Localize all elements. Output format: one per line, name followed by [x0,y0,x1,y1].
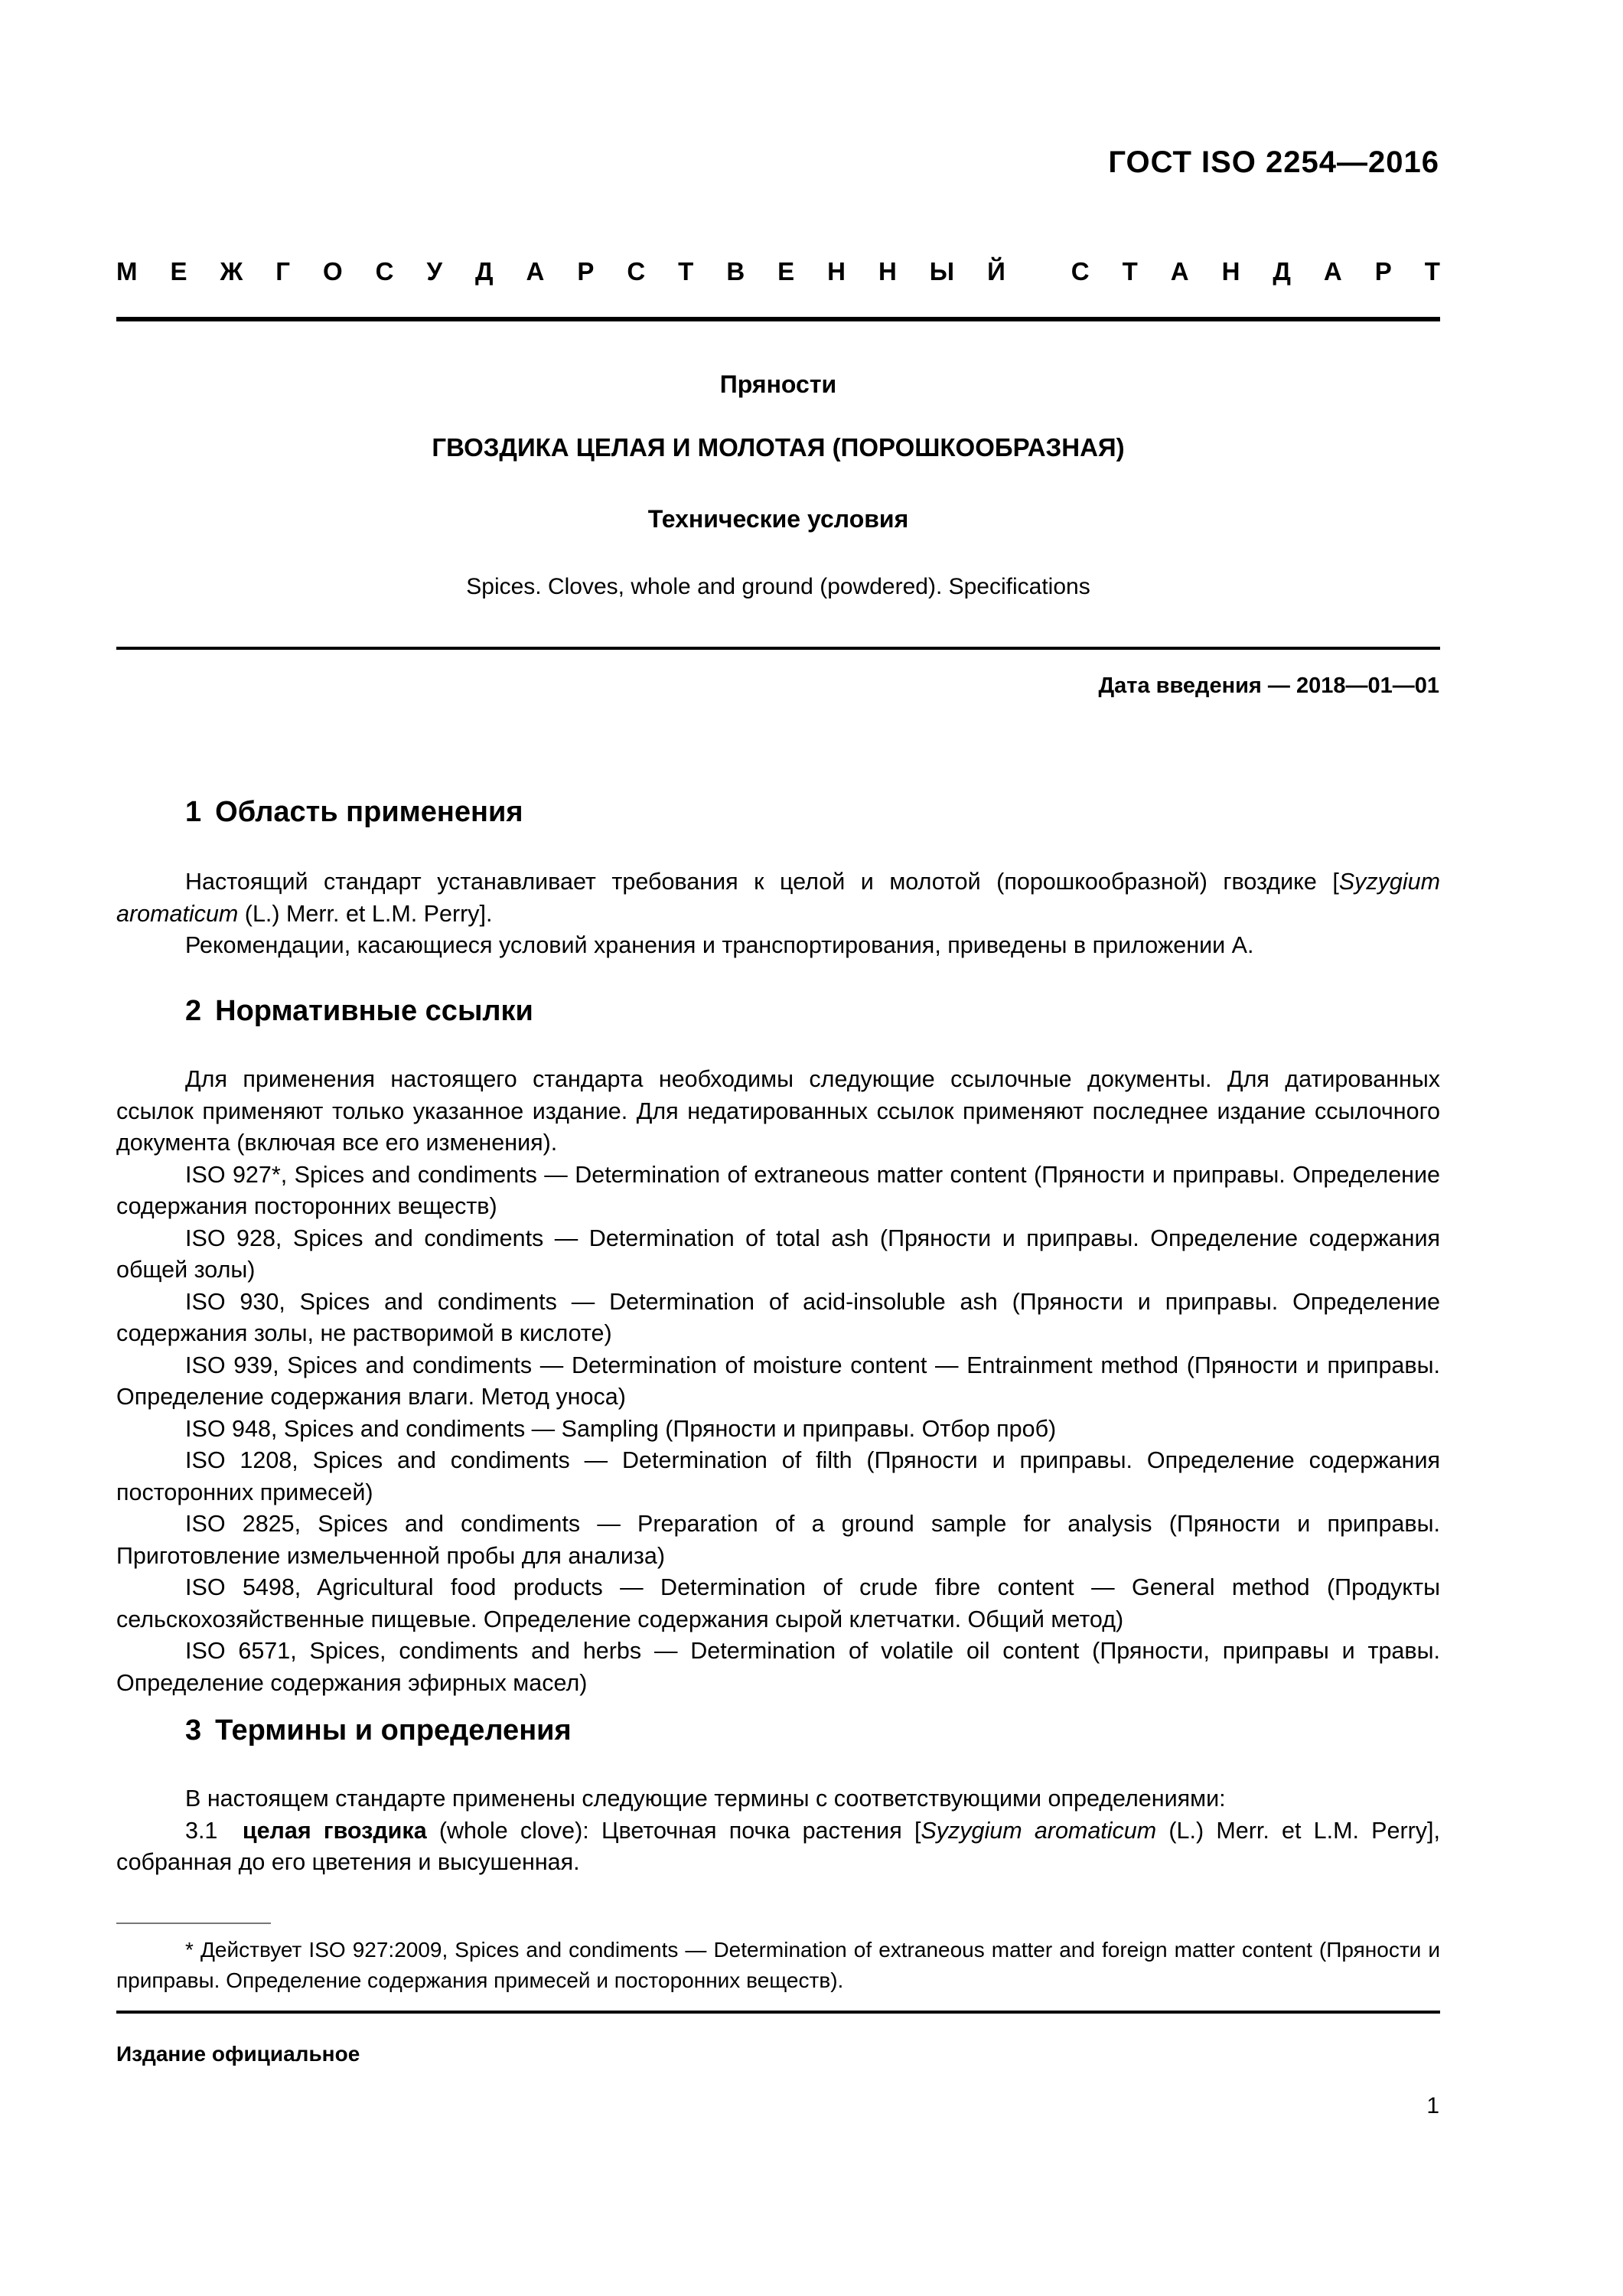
section-title: Область применения [215,796,523,828]
recommendations-paragraph: Рекомендации, касающиеся условий хранения и транспортирования, приведены в приложении А. [185,932,1254,958]
standard-title: ГВОЗДИКА ЦЕЛАЯ И МОЛОТАЯ (ПОРОШКООБРАЗНАЯ) [432,433,1125,461]
heading-letter: Т [1122,257,1138,285]
heading-letter: Д [475,257,494,285]
terms-intro: В настоящем стандарте применены следующие термины с соответствующими определениями: [185,1786,1226,1812]
heading-letter: Е [170,257,187,285]
section-title: Термины и определения [215,1714,572,1746]
heading-letter: Т [1424,257,1440,285]
section-number: 1 [185,796,202,828]
section-number: 3 [185,1714,202,1746]
heading-letter: Т [678,257,694,285]
text: (L.) Merr. et L.M. Perry], собранная до его цветения и высушенная. [116,1817,1440,1875]
standard-category: Пряности [719,370,837,398]
header-divider [116,317,1440,321]
section-3 [116,1714,1440,1747]
footer-divider [116,2011,1440,2014]
heading-letter: Ы [929,257,955,285]
heading-letter: Н [827,257,846,285]
heading-letter: Н [878,257,897,285]
reference-item: ISO 928, Spices and condiments — Determination of total ash (Пряности и приправы. Определение содержания общей золы) [116,1225,1440,1283]
heading-letter: У [426,257,443,285]
reference-item: ISO 1208, Spices and condiments — Determination of filth (Пряности и приправы. Определение содержания посторонних примесей) [116,1447,1440,1505]
term: целая гвоздика [242,1817,427,1844]
heading-letter: С [1071,257,1090,285]
reference-item: ISO 6571, Spices, condiments and herbs — Determination of volatile oil content (Пряности, приправы и травы. Определение содержания эфирных масел) [116,1638,1440,1696]
standard-title-english: Spices. Cloves, whole and ground (powdered). Specifications [466,574,1090,599]
section-title: Нормативные ссылки [215,995,533,1027]
text: Цветочная почка растения [ [601,1817,921,1844]
introduction-date: Дата введения — 2018—01—01 [1098,673,1439,698]
scope-paragraph [116,866,1440,930]
heading-letter: В [726,257,745,285]
document-code: ГОСТ ISO 2254—2016 [1108,145,1439,179]
footnote [116,1935,1440,1996]
page-number: 1 [1426,2093,1439,2118]
reference-item: ISO 5498, Agricultural food products — Determination of crude fibre content — General method (Продукты сельскохозяйственные пищевые. Определение содержания сырой клетчатки. Общий метод) [116,1574,1440,1632]
title-divider [116,647,1440,650]
term-english: (whole clove): [426,1817,601,1844]
heading-letter: А [526,257,545,285]
section-1-body [116,866,1440,962]
heading-letter: А [1323,257,1342,285]
heading-letter: Р [577,257,595,285]
heading-letter: О [323,257,343,285]
reference-item: ISO 2825, Spices and condiments — Preparation of a ground sample for analysis (Пряности и приправы. Приготовление измельченной пробы для анализа) [116,1511,1440,1569]
heading-letter: Р [1374,257,1392,285]
heading-letter: Д [1273,257,1291,285]
heading-letter: М [116,257,138,285]
section-1 [116,796,1440,829]
heading-letter: С [627,257,646,285]
text: Настоящий стандарт устанавливает требования к целой и молотой (порошкообразной) гвоздике [ [185,869,1339,895]
reference-item: ISO 939, Spices and condiments — Determination of moisture content — Entrainment method (Пряности и приправы. Определение содержания влаги. Метод уноса) [116,1352,1440,1410]
term-definition [116,1815,1440,1879]
reference-item: ISO 930, Spices and condiments — Determination of acid-insoluble ash (Пряности и приправы. Определение содержания золы, не растворимой в кислоте) [116,1288,1440,1346]
reference-item: ISO 948, Spices and condiments — Sampling (Пряности и приправы. Отбор проб) [185,1415,1057,1442]
term-number: 3.1 [185,1817,218,1844]
references-intro: Для применения настоящего стандарта необходимы следующие ссылочные документы. Для датированных ссылок применяют только указанное издание. Для недатированных ссылок применяют последнее издание ссылочного документа (включая все его изменения). [116,1066,1440,1156]
section-3-body [116,1783,1440,1879]
footnote-separator [116,1923,271,1924]
section-heading [116,796,1440,829]
reference-item: ISO 927*, Spices and condiments — Determination of extraneous matter content (Пряности и приправы. Определение содержания посторонних веществ) [116,1161,1440,1219]
heading-letter: Ж [220,257,243,285]
heading-letter: С [375,257,394,285]
interstate-standard-heading [116,257,1440,286]
species-name: Syzygium aromaticum [921,1817,1157,1844]
heading-letter: А [1170,257,1189,285]
footnote-text: * Действует ISO 927:2009, Spices and condiments — Determination of extraneous matter and foreign matter content (Пряности и приправы. Определение содержания примесей и посторонних веществ). [116,1938,1440,1992]
heading-letter: Г [275,257,291,285]
section-heading [116,1714,1440,1747]
section-2-body [116,1064,1440,1699]
section-heading [116,995,1440,1028]
standard-subtitle: Технические условия [647,505,909,533]
official-edition-label: Издание официальное [116,2042,360,2066]
species-name: Syzygium aromaticum [116,869,1440,927]
heading-letter: Н [1221,257,1240,285]
section-2 [116,995,1440,1028]
heading-letter: Е [777,257,795,285]
heading-letter: Й [987,257,1005,285]
section-number: 2 [185,995,202,1027]
text: (L.) Merr. et L.M. Perry]. [238,900,493,927]
